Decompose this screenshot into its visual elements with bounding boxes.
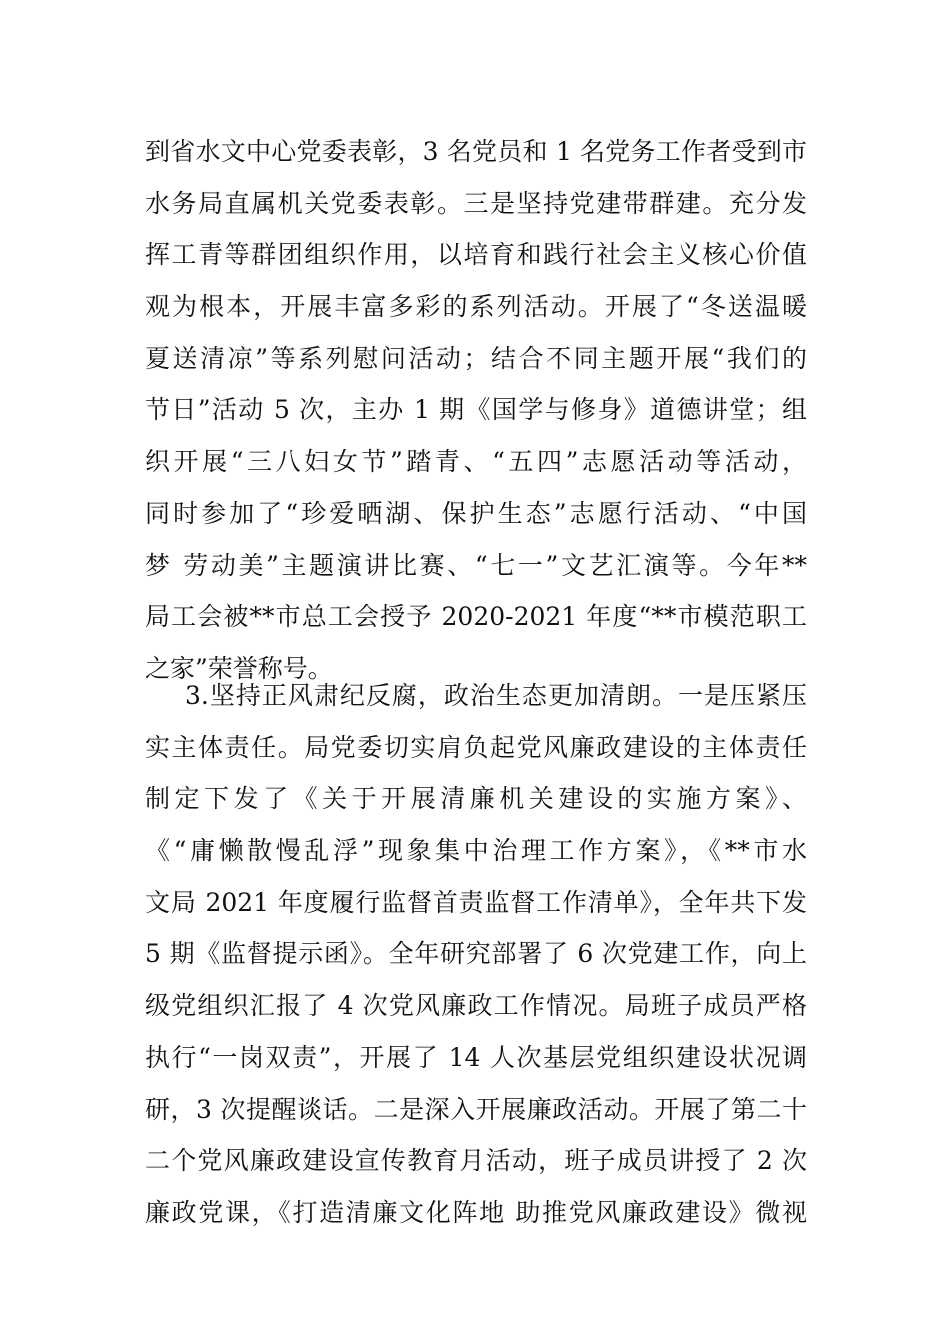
text-line: 研，3 次提醒谈话。二是深入开展廉政活动。开展了第二十	[145, 1094, 807, 1124]
text-line: 执行“一岗双责”，开展了 14 人次基层党组织建设状况调	[145, 1042, 807, 1072]
text-line: 3.坚持正风肃纪反腐，政治生态更加清朗。一是压紧压	[185, 681, 807, 710]
text-line: 级党组织汇报了 4 次党风廉政工作情况。局班子成员严格	[145, 991, 807, 1021]
text-line: 挥工青等群团组织作用，以培育和践行社会主义核心价值	[145, 240, 807, 270]
text-line: 5 期《监督提示函》。全年研究部署了 6 次党建工作，向上	[145, 939, 807, 969]
text-line: 梦 劳动美”主题演讲比赛、“七一”文艺汇演等。今年**	[145, 550, 807, 580]
text-line: 到省水文中心党委表彰，3 名党员和 1 名党务工作者受到市	[145, 137, 807, 166]
text-line: 织开展“三八妇女节”踏青、“五四”志愿活动等活动，	[145, 447, 807, 477]
text-line: 制定下发了《关于开展清廉机关建设的实施方案》、	[145, 784, 807, 814]
text-line: 二个党风廉政建设宣传教育月活动，班子成员讲授了 2 次	[145, 1146, 807, 1176]
text-line: 同时参加了“珍爱晒湖、保护生态”志愿行活动、“中国	[145, 498, 807, 528]
text-line: 水务局直属机关党委表彰。三是坚持党建带群建。充分发	[145, 188, 807, 218]
text-line: 观为根本，开展丰富多彩的系列活动。开展了“冬送温暖	[145, 292, 807, 322]
text-line: 局工会被**市总工会授予 2020-2021 年度“**市模范职工	[145, 602, 807, 632]
paragraph-integrity	[145, 670, 807, 1239]
text-line: 夏送清凉”等系列慰问活动；结合不同主题开展“我们的	[145, 343, 807, 373]
text-line: 《“庸懒散慢乱浮”现象集中治理工作方案》，《**市水	[145, 836, 807, 866]
paragraph-party-building	[145, 126, 807, 695]
text-line: 实主体责任。局党委切实肩负起党风廉政建设的主体责任	[145, 732, 807, 762]
text-line: 节日”活动 5 次，主办 1 期《国学与修身》道德讲堂；组	[145, 395, 807, 425]
text-line: 文局 2021 年度履行监督首责监督工作清单》，全年共下发	[145, 887, 807, 917]
text-line: 之家”荣誉称号。	[145, 653, 333, 683]
text-line: 廉政党课，《打造清廉文化阵地 助推党风廉政建设》微视	[145, 1197, 807, 1227]
